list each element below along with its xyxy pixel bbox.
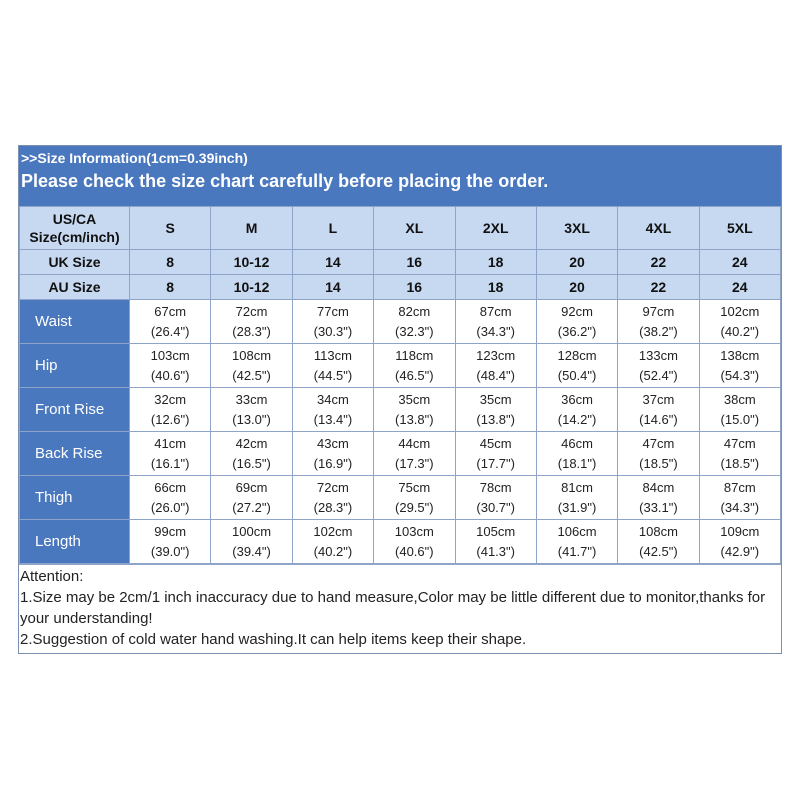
measurement-cell [536, 476, 617, 520]
size-cell: 3XL [536, 207, 617, 250]
measurement-cell [536, 432, 617, 476]
size-cell: 22 [618, 250, 699, 275]
cm-value: 102cm [313, 523, 353, 539]
inch-value: (30.3") [313, 323, 353, 339]
measurement-cell [618, 432, 699, 476]
inch-value: (12.6") [150, 411, 190, 427]
size-cell: 10-12 [211, 275, 292, 300]
measurement-cell [130, 388, 211, 432]
cm-value: 100cm [232, 523, 272, 539]
inch-value: (34.3") [720, 499, 760, 515]
measurement-cell [618, 344, 699, 388]
cm-value: 105cm [476, 523, 516, 539]
measurement-cell [455, 388, 536, 432]
inch-value: (40.2") [313, 543, 353, 559]
inch-value: (26.4") [150, 323, 190, 339]
inch-value: (40.2") [720, 323, 760, 339]
cm-value: 92cm [561, 303, 593, 319]
cm-value: 78cm [479, 479, 512, 495]
cm-value: 37cm [642, 391, 675, 407]
size-cell: 24 [699, 275, 780, 300]
inch-value: (41.7") [557, 543, 597, 559]
cm-value: 81cm [561, 479, 593, 495]
inch-value: (39.4") [232, 543, 271, 559]
cm-value: 97cm [642, 303, 675, 319]
size-row-label: UK Size [20, 250, 130, 275]
size-row [20, 275, 781, 300]
size-row [20, 207, 781, 250]
cm-value: 38cm [723, 391, 756, 407]
measurement-cell [374, 476, 455, 520]
measurement-cell [699, 344, 780, 388]
inch-value: (14.6") [639, 411, 678, 427]
inch-value: (13.4") [313, 411, 353, 427]
inch-value: (41.3") [476, 543, 515, 559]
measurement-cell [292, 344, 373, 388]
inch-value: (32.3") [395, 323, 434, 339]
measurement-cell [211, 300, 292, 344]
size-cell: 22 [618, 275, 699, 300]
cm-value: 35cm [398, 391, 431, 407]
cm-value: 36cm [561, 391, 593, 407]
measurement-label: Thigh [20, 476, 130, 520]
inch-value: (50.4") [557, 367, 597, 383]
measurement-cell [374, 300, 455, 344]
measurement-cell [211, 388, 292, 432]
cm-value: 118cm [395, 347, 434, 363]
inch-value: (26.0") [150, 499, 190, 515]
measurement-cell [699, 388, 780, 432]
cm-value: 44cm [398, 435, 431, 451]
measurement-cell [455, 432, 536, 476]
cm-value: 41cm [154, 435, 187, 451]
measurement-row [20, 300, 781, 344]
cm-value: 87cm [479, 303, 512, 319]
measurement-cell [455, 520, 536, 564]
cm-value: 128cm [557, 347, 597, 363]
measurement-cell [292, 520, 373, 564]
measurement-cell [536, 520, 617, 564]
cm-value: 109cm [720, 523, 760, 539]
cm-value: 77cm [317, 303, 349, 319]
measurement-cell [699, 520, 780, 564]
inch-value: (16.5") [232, 455, 271, 471]
cm-value: 133cm [638, 347, 678, 363]
note-measure-accuracy: 1.Size may be 2cm/1 inch inaccuracy due to hand measure,Color may be little different due to monitor,thanks for your understanding! [20, 589, 766, 627]
cm-value: 103cm [394, 523, 434, 539]
measurement-cell [374, 388, 455, 432]
inch-value: (40.6") [395, 543, 434, 559]
cm-value: 32cm [154, 391, 187, 407]
measurement-cell [374, 432, 455, 476]
measurement-cell [211, 476, 292, 520]
inch-value: (16.9") [313, 455, 353, 471]
measurement-cell [292, 432, 373, 476]
cm-value: 82cm [398, 303, 431, 319]
measurement-cell [130, 520, 211, 564]
inch-value: (44.5") [313, 367, 353, 383]
measurement-cell [292, 476, 373, 520]
measurement-cell [211, 432, 292, 476]
measurement-cell [455, 344, 536, 388]
measurement-cell [374, 520, 455, 564]
measurement-cell [618, 476, 699, 520]
size-info-title: >>Size Information(1cm=0.39inch) [21, 150, 248, 166]
inch-value: (52.4") [639, 367, 678, 383]
inch-value: (17.3") [395, 455, 434, 471]
inch-value: (18.5") [720, 455, 760, 471]
measurement-cell [455, 476, 536, 520]
inch-value: (18.1") [557, 455, 597, 471]
measurement-label: Front Rise [20, 388, 130, 432]
cm-value: 103cm [150, 347, 190, 363]
measurement-row [20, 520, 781, 564]
measurement-label: Waist [20, 300, 130, 344]
size-row-label: AU Size [20, 275, 130, 300]
cm-value: 47cm [642, 435, 675, 451]
inch-value: (28.3") [232, 323, 271, 339]
size-table [19, 206, 781, 564]
inch-value: (30.7") [476, 499, 515, 515]
inch-value: (48.4") [476, 367, 515, 383]
size-chart [18, 145, 782, 654]
inch-value: (38.2") [639, 323, 678, 339]
measurement-row [20, 388, 781, 432]
inch-value: (14.2") [557, 411, 597, 427]
cm-value: 102cm [720, 303, 760, 319]
size-cell: 20 [536, 275, 617, 300]
measurement-cell [618, 300, 699, 344]
measurement-label: Length [20, 520, 130, 564]
inch-value: (13.8") [395, 411, 434, 427]
cm-value: 35cm [479, 391, 512, 407]
measurement-cell [699, 476, 780, 520]
cm-value: 108cm [232, 347, 272, 363]
measurement-label: Hip [20, 344, 130, 388]
inch-value: (46.5") [395, 367, 434, 383]
measurement-cell [130, 344, 211, 388]
measurement-row [20, 344, 781, 388]
cm-value: 67cm [154, 303, 187, 319]
note-washing: 2.Suggestion of cold water hand washing.It can help items keep their shape. [20, 631, 527, 648]
size-cell: 16 [374, 250, 455, 275]
measurement-cell [536, 388, 617, 432]
size-cell: 5XL [699, 207, 780, 250]
attention-notes [19, 564, 781, 653]
size-cell: M [211, 207, 292, 250]
size-cell: 14 [292, 250, 373, 275]
cm-value: 45cm [479, 435, 512, 451]
size-cell: 10-12 [211, 250, 292, 275]
cm-value: 43cm [317, 435, 349, 451]
measurement-cell [536, 344, 617, 388]
inch-value: (15.0") [720, 411, 760, 427]
size-cell: 14 [292, 275, 373, 300]
size-cell: S [130, 207, 211, 250]
measurement-label: Back Rise [20, 432, 130, 476]
size-cell: 18 [455, 250, 536, 275]
inch-value: (42.5") [232, 367, 271, 383]
measurement-cell [130, 432, 211, 476]
inch-value: (13.0") [232, 411, 271, 427]
inch-value: (17.7") [476, 455, 515, 471]
cm-value: 138cm [720, 347, 760, 363]
measurement-cell [699, 432, 780, 476]
cm-value: 87cm [723, 479, 756, 495]
cm-value: 47cm [723, 435, 756, 451]
inch-value: (13.8") [476, 411, 515, 427]
measurement-row [20, 432, 781, 476]
measurement-cell [455, 300, 536, 344]
cm-value: 69cm [235, 479, 268, 495]
measurement-cell [130, 476, 211, 520]
measurement-cell [292, 388, 373, 432]
cm-value: 72cm [317, 479, 349, 495]
inch-value: (16.1") [150, 455, 190, 471]
inch-value: (31.9") [557, 499, 597, 515]
measurement-cell [536, 300, 617, 344]
size-cell: 18 [455, 275, 536, 300]
inch-value: (39.0") [150, 543, 190, 559]
cm-value: 106cm [557, 523, 597, 539]
cm-value: 123cm [476, 347, 516, 363]
size-row [20, 250, 781, 275]
cm-value: 66cm [154, 479, 187, 495]
chart-header [19, 146, 781, 206]
size-cell: 2XL [455, 207, 536, 250]
size-cell: L [292, 207, 373, 250]
cm-value: 34cm [317, 391, 349, 407]
inch-value: (29.5") [395, 499, 434, 515]
inch-value: (34.3") [476, 323, 515, 339]
cm-value: 108cm [638, 523, 678, 539]
cm-value: 33cm [235, 391, 268, 407]
size-cell: 8 [130, 250, 211, 275]
inch-value: (33.1") [639, 499, 678, 515]
cm-value: 46cm [561, 435, 593, 451]
cm-value: 84cm [642, 479, 675, 495]
measurement-row [20, 476, 781, 520]
size-cell: 20 [536, 250, 617, 275]
inch-value: (42.9") [720, 543, 760, 559]
inch-value: (18.5") [639, 455, 678, 471]
measurement-cell [130, 300, 211, 344]
cm-value: 42cm [235, 435, 268, 451]
measurement-cell [618, 520, 699, 564]
inch-value: (42.5") [639, 543, 678, 559]
size-cell: 16 [374, 275, 455, 300]
size-cell: 24 [699, 250, 780, 275]
measurement-cell [374, 344, 455, 388]
inch-value: (40.6") [150, 367, 190, 383]
cm-value: 99cm [154, 523, 187, 539]
cm-value: 113cm [313, 347, 352, 363]
cm-value: 72cm [235, 303, 268, 319]
inch-value: (28.3") [313, 499, 353, 515]
inch-value: (27.2") [232, 499, 271, 515]
size-cell: XL [374, 207, 455, 250]
size-cell: 4XL [618, 207, 699, 250]
measurement-cell [699, 300, 780, 344]
measurement-cell [618, 388, 699, 432]
size-row-label: US/CA Size(cm/inch) [20, 207, 130, 250]
inch-value: (54.3") [720, 367, 760, 383]
attention-heading: Attention: [20, 568, 84, 585]
cm-value: 75cm [398, 479, 431, 495]
measurement-cell [292, 300, 373, 344]
inch-value: (36.2") [557, 323, 597, 339]
measurement-cell [211, 520, 292, 564]
size-cell: 8 [130, 275, 211, 300]
measurement-cell [211, 344, 292, 388]
order-notice: Please check the size chart carefully before placing the order. [21, 171, 549, 191]
